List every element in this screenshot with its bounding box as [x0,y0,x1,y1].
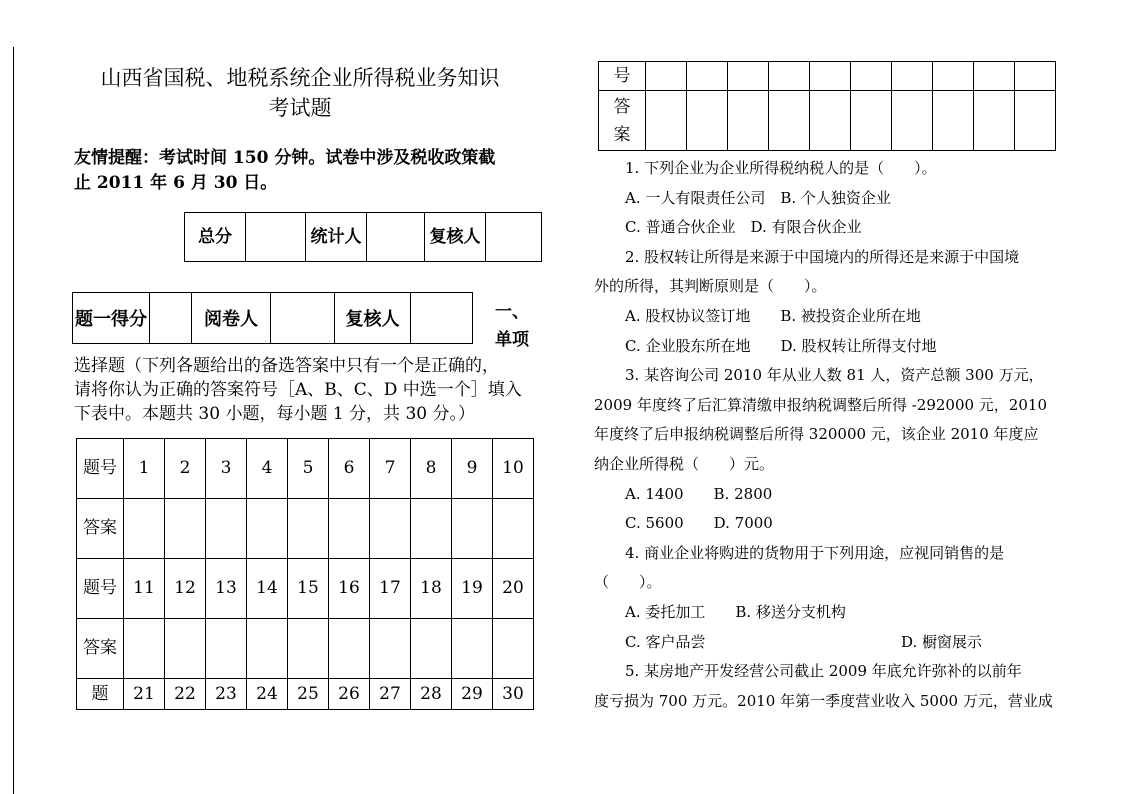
answer-table-continued [598,61,1056,151]
question-option: C. 企业股东所在地 D. 股权转让所得支付地 [625,336,937,355]
answer-cell[interactable] [851,91,892,151]
question-number: 23 [206,679,247,710]
table-row [599,91,1056,151]
answer-label-text: 答案 [613,96,631,145]
num-label: 题号 [77,439,124,499]
question-number: 26 [329,679,370,710]
question-stem: 年度终了后申报纳税调整后所得 320000 元，该企业 2010 年度应 [594,425,1039,444]
question-number: 8 [411,439,452,499]
answer-cell[interactable] [206,499,247,559]
question-option-row [594,628,1064,658]
section1-score-label: 题一得分 [73,293,150,344]
question-stem: 2. 股权转让所得是来源于中国境内的所得还是来源于中国境 [625,247,1020,266]
answer-label: 答案 [77,619,124,679]
question-number: 29 [452,679,493,710]
question-number: 17 [370,559,411,619]
instr-line1: 选择题（下列各题给出的备选答案中只有一个是正确的， [74,356,499,376]
question-number: 16 [329,559,370,619]
question-number: 1 [124,439,165,499]
total-score-cell[interactable] [246,213,306,262]
questions-list [594,154,1064,716]
section1-heading [488,298,536,354]
reminder-line2: 止 2011 年 6 月 30 日。 [74,173,278,193]
total-score-label: 总分 [185,213,246,262]
question-option: C. 5600 D. 7000 [625,514,773,533]
question-stem: 1. 下列企业为企业所得税纳税人的是（ ）。 [625,159,937,177]
binding-line [13,47,14,794]
question-number: 20 [493,559,534,619]
answer-cell[interactable] [247,619,288,679]
stat-person-label: 统计人 [306,213,367,262]
answer-label: 答案 [77,499,124,559]
instr-line3: 下表中。本题共 30 小题，每小题 1 分，共 30 分。） [74,404,476,424]
answer-cell[interactable] [493,499,534,559]
answer-cell[interactable] [646,91,687,151]
question-number: 7 [370,439,411,499]
question-stem: 外的所得，其判断原则是（ ）。 [594,277,827,296]
reviewer-cell[interactable] [411,293,473,344]
exam-reminder [74,146,534,196]
answer-cell[interactable] [728,91,769,151]
marker-cell[interactable] [271,293,335,344]
question-number: 30 [493,679,534,710]
reviewer-label: 复核人 [335,293,411,344]
answer-cell[interactable] [892,91,933,151]
question-number: 4 [247,439,288,499]
question-number: 15 [288,559,329,619]
answer-cell[interactable] [769,91,810,151]
question-option: A. 一人有限责任公司 B. 个人独资企业 [625,188,891,207]
summary-table [184,212,542,262]
answer-cell[interactable] [288,619,329,679]
question-number: 11 [124,559,165,619]
num-label: 号 [599,62,646,91]
stat-person-cell[interactable] [367,213,425,262]
answer-cell[interactable] [687,91,728,151]
question-number: 28 [411,679,452,710]
question-number: 24 [247,679,288,710]
question-stem: 2009 年度终了后汇算清缴申报纳税调整后所得 -292000 元，2010 [594,395,1047,414]
section1-heading-a: 一、 [495,302,529,322]
section1-instructions [74,354,540,426]
answer-cell[interactable] [124,499,165,559]
question-option: C. 客户品尝 [625,632,706,651]
num-label: 题号 [77,559,124,619]
question-number: 27 [370,679,411,710]
question-number: 10 [493,439,534,499]
question-number: 21 [124,679,165,710]
answer-cell[interactable] [411,499,452,559]
answer-cell[interactable] [411,619,452,679]
answer-cell[interactable] [329,619,370,679]
review-person-label: 复核人 [425,213,486,262]
question-stem: （ ）。 [594,573,662,592]
answer-cell[interactable] [247,499,288,559]
question-stem: 纳企业所得税（ ）元。 [594,454,775,473]
answer-cell[interactable] [206,619,247,679]
question-number: 3 [206,439,247,499]
question-number: 2 [165,439,206,499]
answer-cell[interactable] [452,499,493,559]
table-row [77,559,534,619]
table-row [77,499,534,559]
question-number: 18 [411,559,452,619]
answer-label [599,91,646,151]
answer-cell[interactable] [165,499,206,559]
question-number: 9 [452,439,493,499]
answer-cell[interactable] [329,499,370,559]
answer-cell[interactable] [1015,91,1056,151]
answer-cell[interactable] [165,619,206,679]
exam-title-line2: 考试题 [268,96,332,120]
reminder-line1: 友情提醒：考试时间 150 分钟。试卷中涉及税收政策截 [74,148,496,168]
answer-cell[interactable] [493,619,534,679]
answer-table [76,438,534,710]
review-person-cell[interactable] [486,213,542,262]
table-row [77,679,534,710]
question-option: C. 普通合伙企业 D. 有限合伙企业 [625,218,862,237]
answer-cell[interactable] [810,91,851,151]
question-stem: 度亏损为 700 万元。2010 年第一季度营业收入 5000 万元，营业成 [594,691,1053,710]
answer-cell[interactable] [124,619,165,679]
question-number: 13 [206,559,247,619]
num-label: 题 [77,679,124,710]
question-number: 6 [329,439,370,499]
section1-heading-b: 单项 [495,330,529,350]
marker-label: 阅卷人 [192,293,271,344]
answer-cell[interactable] [288,499,329,559]
question-option: A. 股权协议签订地 B. 被投资企业所在地 [625,306,921,325]
table-row [77,439,534,499]
table-row [599,62,1056,91]
instr-line2: 请将你认为正确的答案符号［A、B、C、D 中选一个］填入 [74,380,522,400]
question-number: 14 [247,559,288,619]
answer-cell[interactable] [370,619,411,679]
table-row [77,619,534,679]
question-option: A. 委托加工 B. 移送分支机构 [625,602,846,621]
question-stem: 4. 商业企业将购进的货物用于下列用途，应视同销售的是 [625,543,1005,562]
question-number: 5 [288,439,329,499]
question-number: 19 [452,559,493,619]
answer-cell[interactable] [933,91,974,151]
exam-title-line1: 山西省国税、地税系统企业所得税业务知识 [100,66,500,90]
question-number: 25 [288,679,329,710]
section1-score-cell[interactable] [150,293,192,344]
answer-cell[interactable] [370,499,411,559]
question-option: D. 橱窗展示 [901,632,983,651]
question-number: 12 [165,559,206,619]
question-stem: 3. 某咨询公司 2010 年从业人数 81 人，资产总额 300 万元， [625,366,1044,385]
question-stem: 5. 某房地产开发经营公司截止 2009 年底允许弥补的以前年 [625,662,1022,681]
score-table [72,292,473,344]
question-number: 22 [165,679,206,710]
answer-cell[interactable] [452,619,493,679]
question-option: A. 1400 B. 2800 [625,484,773,503]
answer-cell[interactable] [974,91,1015,151]
